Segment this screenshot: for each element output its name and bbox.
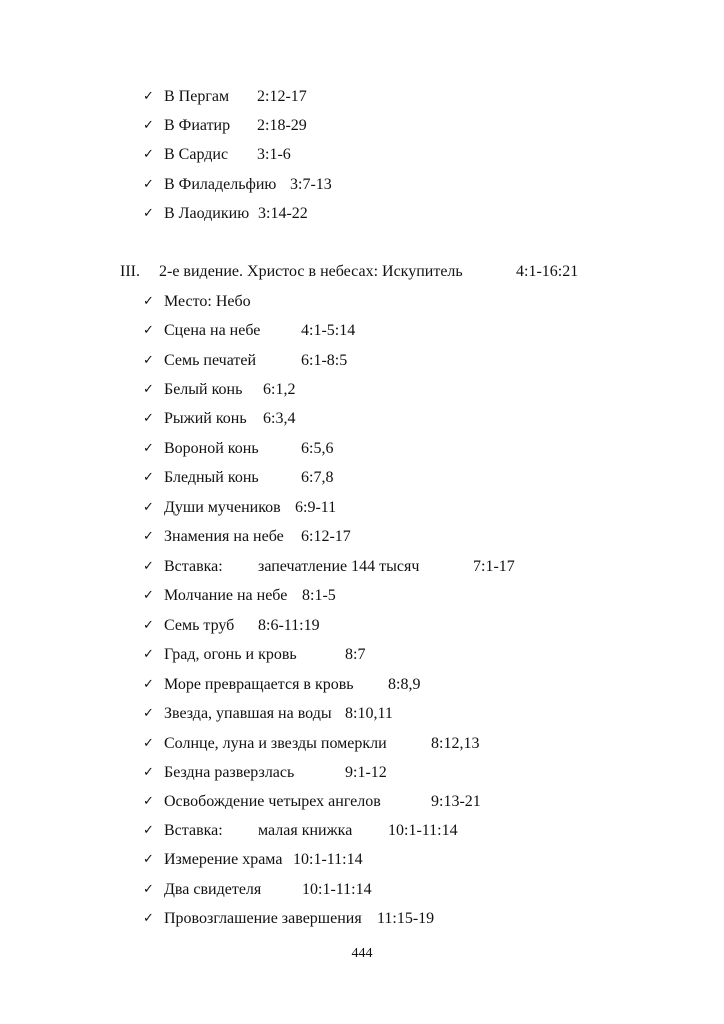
item-ref: 8:6-11:19	[258, 617, 320, 634]
item-text: В Сардис	[164, 146, 229, 163]
checkmark-icon: ✓	[143, 677, 154, 692]
checkmark-icon: ✓	[143, 911, 154, 926]
checkmark-icon: ✓	[143, 500, 154, 515]
checkmark-icon: ✓	[143, 765, 154, 780]
item-text: В Фиатир	[164, 117, 231, 134]
checkmark-icon: ✓	[143, 89, 154, 104]
item-ref: 11:15-19	[377, 910, 435, 927]
checkmark-icon: ✓	[143, 559, 154, 574]
item-subtext: малая книжка	[258, 822, 353, 839]
section-numeral: III.	[120, 263, 140, 280]
checkmark-icon: ✓	[143, 441, 154, 456]
checkmark-icon: ✓	[143, 852, 154, 867]
item-ref: 8:10,11	[345, 705, 393, 722]
checkmark-icon: ✓	[143, 647, 154, 662]
item-text: Град, огонь и кровь	[164, 646, 297, 663]
checkmark-icon: ✓	[143, 794, 154, 809]
checkmark-icon: ✓	[143, 323, 154, 338]
item-text: Бездна разверзлась	[164, 764, 295, 781]
checkmark-icon: ✓	[143, 706, 154, 721]
item-text: Души мучеников	[164, 499, 281, 516]
item-ref: 3:7-13	[290, 176, 332, 193]
checkmark-icon: ✓	[143, 736, 154, 751]
item-text: Вороной конь	[164, 440, 259, 457]
list-item	[0, 821, 724, 841]
item-text: Знамения на небе	[164, 528, 284, 545]
list-item	[0, 468, 724, 488]
section-title: 2-е видение. Христос в небесах: Искупитель	[159, 263, 463, 280]
item-text: Солнце, луна и звезды померкли	[164, 735, 387, 752]
item-text: Звезда, упавшая на воды	[164, 705, 332, 722]
item-ref: 6:12-17	[301, 528, 351, 545]
item-text: Молчание на небе	[164, 587, 288, 604]
section-heading	[0, 262, 724, 282]
item-ref: 9:1-12	[345, 764, 387, 781]
list-item	[0, 116, 724, 136]
item-text: Освобождение четырех ангелов	[164, 793, 381, 810]
item-ref: 10:1-11:14	[293, 851, 363, 868]
item-text: Сцена на небе	[164, 322, 261, 339]
item-ref: 6:1-8:5	[301, 352, 348, 369]
list-item	[0, 850, 724, 870]
checkmark-icon: ✓	[143, 588, 154, 603]
item-subtext: запечатление 144 тысяч	[258, 558, 420, 575]
item-text: Место: Небо	[164, 293, 251, 310]
checkmark-icon: ✓	[143, 177, 154, 192]
checkmark-icon: ✓	[143, 294, 154, 309]
list-item	[0, 616, 724, 636]
list-item	[0, 145, 724, 165]
checkmark-icon: ✓	[143, 618, 154, 633]
list-item	[0, 880, 724, 900]
checkmark-icon: ✓	[143, 823, 154, 838]
list-item	[0, 409, 724, 429]
list-item	[0, 792, 724, 812]
item-text: В Лаодикию	[164, 205, 250, 222]
list-item	[0, 704, 724, 724]
item-text: Вставка:	[164, 822, 223, 839]
checkmark-icon: ✓	[143, 882, 154, 897]
item-ref: 8:8,9	[388, 676, 421, 693]
item-ref: 6:3,4	[263, 410, 296, 427]
list-item	[0, 645, 724, 665]
item-ref: 3:1-6	[257, 146, 291, 163]
item-ref: 8:1-5	[302, 587, 336, 604]
list-item	[0, 586, 724, 606]
item-ref: 8:12,13	[431, 735, 480, 752]
list-item	[0, 909, 724, 929]
item-ref: 9:13-21	[431, 793, 481, 810]
item-ref: 6:9-11	[295, 499, 337, 516]
item-text: Провозглашение завершения	[164, 910, 362, 927]
item-ref: 2:12-17	[257, 88, 307, 105]
checkmark-icon: ✓	[143, 147, 154, 162]
item-text: Море превращается в кровь	[164, 676, 354, 693]
page-number: 444	[351, 946, 373, 961]
list-item	[0, 439, 724, 459]
item-ref: 6:7,8	[301, 469, 334, 486]
list-item	[0, 557, 724, 577]
list-item	[0, 87, 724, 107]
checkmark-icon: ✓	[143, 118, 154, 133]
checkmark-icon: ✓	[143, 529, 154, 544]
section-ref: 4:1-16:21	[516, 263, 579, 280]
checkmark-icon: ✓	[143, 411, 154, 426]
list-item	[0, 498, 724, 518]
item-ref: 4:1-5:14	[301, 322, 356, 339]
item-text: Измерение храма	[164, 851, 283, 868]
item-text: Бледный конь	[164, 469, 259, 486]
item-ref: 10:1-11:14	[388, 822, 458, 839]
list-item	[0, 763, 724, 783]
item-text: В Филадельфию	[164, 176, 277, 193]
item-ref: 6:1,2	[263, 381, 296, 398]
list-item	[0, 380, 724, 400]
item-text: Семь труб	[164, 617, 235, 634]
list-item	[0, 292, 724, 312]
item-ref: 8:7	[345, 646, 366, 663]
list-item	[0, 527, 724, 547]
list-item	[0, 204, 724, 224]
checkmark-icon: ✓	[143, 470, 154, 485]
list-item	[0, 351, 724, 371]
item-ref: 7:1-17	[473, 558, 515, 575]
item-text: Белый конь	[164, 381, 243, 398]
item-text: Семь печатей	[164, 352, 257, 369]
item-text: Два свидетеля	[164, 881, 262, 898]
item-ref: 10:1-11:14	[302, 881, 372, 898]
list-item	[0, 734, 724, 754]
checkmark-icon: ✓	[143, 382, 154, 397]
item-text: Рыжий конь	[164, 410, 247, 427]
item-ref: 3:14-22	[258, 205, 308, 222]
checkmark-icon: ✓	[143, 206, 154, 221]
checkmark-icon: ✓	[143, 353, 154, 368]
item-ref: 6:5,6	[301, 440, 334, 457]
list-item	[0, 675, 724, 695]
item-ref: 2:18-29	[257, 117, 307, 134]
list-item	[0, 321, 724, 341]
item-text: Вставка:	[164, 558, 223, 575]
item-text: В Пергам	[164, 88, 230, 105]
list-item	[0, 175, 724, 195]
